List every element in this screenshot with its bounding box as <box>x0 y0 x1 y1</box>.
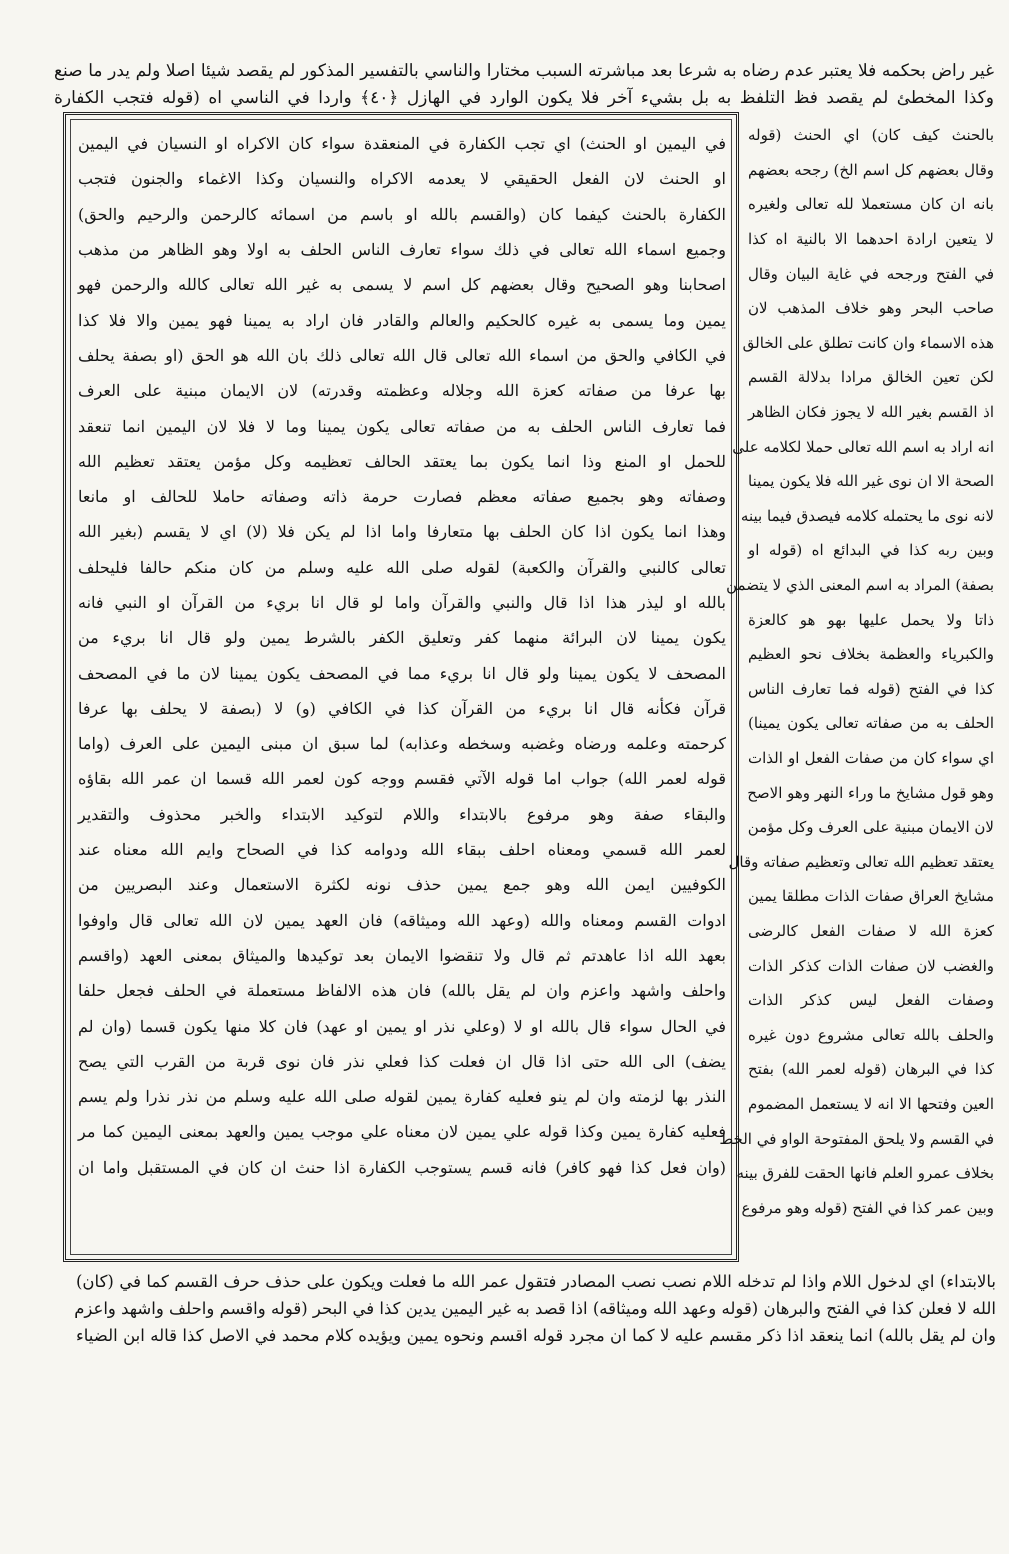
main-line: تعالى كالنبي والقرآن والكعبة) لقوله صلى الله عليه وسلم من كان منكم حالفا فليحلف <box>78 557 726 577</box>
side-line: ذاتا ولا يحمل عليها بهو هو كالعزة <box>748 610 994 629</box>
side-line: كذا في الفتح (قوله فما تعارف الناس <box>748 679 994 698</box>
side-line: لان الايمان مبنية على العرف وكل مؤمن <box>747 818 994 837</box>
main-line: في الكافي والحق من اسماء الله تعالى قال الله تعالى ذلك بان الله هو الحق (او بصفة يحلف <box>78 345 726 365</box>
side-line: الحلف به من صفاته تعالى يكون يمينا) <box>748 714 994 733</box>
side-line: والكبرياء والعظمة بخلاف نحو العظيم <box>748 645 994 664</box>
side-line: الصحة الا ان نوى غير الله فلا يكون يمينا <box>748 472 994 491</box>
main-line: بعهد الله اذا عاهدتم ثم قال ولا تنقضوا الايمان بعد توكيدها والميثاق بمعنى العهد (واقسم <box>78 945 726 965</box>
side-line: وبين ربه كذا في البدائع اه (قوله او <box>748 541 994 560</box>
main-line: قرآن فكأنه قال انا بريء من القرآن كذا في الكافي (و) لا (بصفة لا يحلف بها عرفا <box>78 698 726 718</box>
side-line: بصفة) المراد به اسم المعنى الذي لا يتضمن <box>726 576 994 595</box>
top-commentary <box>54 58 994 110</box>
side-line: في الفتح ورجحه في غاية البيان وقال <box>748 264 994 283</box>
top-line: غير راض بحكمه فلا يعتبر عدم رضاه به شرعا بعد مباشرته السبب مختارا والناسي بالتفسير المذكور لم يقصد شيئا اصلا ولم يدر ما صنع <box>54 61 994 81</box>
side-line: مشايخ العراق صفات الذات مطلقا يمين <box>748 887 994 906</box>
main-line: النذر بها لزمته وان لم ينو فعليه كفارة يمين لقوله صلى الله عليه وسلم من نذر نذرا ولم يسم <box>78 1087 726 1107</box>
main-line: فعليه كفارة يمين وكذا قوله علي يمين لان معناه علي موجب يمين والعهد بمعنى اليمين كما مر <box>78 1122 726 1142</box>
main-line: في الحال سواء قال بالله او لا (وعلي نذر او يمين او عهد) فان كلا منها يكون قسما (وان لم <box>78 1016 726 1036</box>
side-line: بخلاف عمرو العلم فانها الحقت للفرق بينه <box>736 1164 994 1183</box>
main-line: (وان فعل كذا فهو كافر) فانه قسم يستوجب الكفارة اذا حنث ان كان في المستقبل واما ان <box>78 1157 726 1177</box>
margin-commentary <box>719 118 994 1225</box>
side-line: والحلف بالله تعالى مشروع دون غيره <box>748 1025 994 1044</box>
side-line: يعتقد تعظيم الله تعالى وتعظيم صفاته وقال <box>728 852 994 871</box>
main-line: بها عرفا من صفاته كعزة الله وجلاله وعظمته وقدرته) لان الايمان مبنية على العرف <box>78 381 726 401</box>
side-line: بالحنث كيف كان) اي الحنث (قوله <box>748 126 994 145</box>
main-line: ادوات القسم ومعناه والله (وعهد الله وميثاقه) فان العهد يمين لان الله تعالى قال واوفوا <box>78 910 726 930</box>
main-line: الكوفيين ايمن الله وهو جمع يمين حذف نونه لكثرة الاستعمال وعند البصريين من <box>78 875 726 895</box>
side-line: اذ القسم بغير الله لا يجوز فكان الظاهر <box>748 403 994 422</box>
side-line: وصفات الفعل ليس كذكر الذات <box>748 991 994 1010</box>
side-line: بانه ان كان مستعملا لله تعالى ولغيره <box>748 195 994 214</box>
side-line: وهو قول مشايخ ما وراء النهر وهو الاصح <box>747 783 994 802</box>
main-line: او الحنث لان الفعل الحقيقي لا يعدمه الاكراه والنسيان وكذا الاغماء والجنون فتجب <box>78 169 726 189</box>
main-line: في اليمين او الحنث) اي تجب الكفارة في المنعقدة سواء كان الاكراه او النسيان في اليمين <box>78 134 726 154</box>
side-line: العين وفتحها الا انه لا يستعمل المضموم <box>748 1094 994 1113</box>
main-line: قوله لعمر الله) جواب اما قوله الآتي فقسم ووجه كون لعمر الله قسما ان عمر الله بقاؤه <box>78 769 726 789</box>
side-line: صاحب البحر وهو خلاف المذهب لان <box>748 299 994 318</box>
side-line: كذا في البرهان (قوله لعمر الله) بفتح <box>748 1060 994 1079</box>
main-line: واحلف واشهد واعزم وان لم يقل بالله) فان هذه الالفاظ مستعملة في الحلف فجعل حلفا <box>78 981 726 1001</box>
side-line: لكن تعين الخالق مرادا بدلالة القسم <box>748 368 994 387</box>
main-line: اصحابنا وهو الصحيح وقال بعضهم كل اسم لا يسمى به غير الله تعالى كالله والرحمن فهو <box>78 275 726 295</box>
main-line: يكون يمينا لان البرائة منهما كفر وتعليق الكفر بالشرط يمين ولو قال انا بريء من <box>78 628 726 648</box>
side-line: وقال بعضهم كل اسم الخ) رجحه بعضهم <box>748 160 994 179</box>
side-line: لانه نوى ما يحتمله كلامه فيصدق فيما بينه <box>740 506 994 525</box>
main-line: لعمر الله قسمي ومعناه احلف ببقاء الله ودوامه كذا في الصحاح وايم الله معناه عند <box>78 840 726 860</box>
side-line: وبين عمر كذا في الفتح (قوله وهو مرفوع <box>741 1198 994 1217</box>
main-line: وصفاته وهو بجميع صفاته معظم فصارت حرمة ذاته وصفاته حاملا للحالف او مانعا <box>78 487 726 507</box>
side-line: لا يتعين ارادة احدهما الا بالنية اه كذا <box>748 230 994 249</box>
side-line: في القسم ولا يلحق المفتوحة الواو في الخط <box>719 1129 994 1148</box>
main-line: كرحمته وعلمه ورضاه وغضبه وسخطه وعذابه) لما سبق ان مبنى اليمين على العرف (واما <box>78 734 727 754</box>
main-line: وجميع اسماء الله تعالى في ذلك سواء تعارف الناس الحلف به اولا وهو الظاهر من مذهب <box>78 240 726 260</box>
side-line: والغضب لان صفات الذات كذكر الذات <box>748 956 994 975</box>
side-line: كعزة الله لا صفات الفعل كالرضى <box>748 921 994 940</box>
main-line: فما تعارف الناس الحلف به من صفاته تعالى يكون يمينا وما لا فلا لان اليمين انما تنعقد <box>78 416 726 436</box>
main-text-column <box>78 126 726 1185</box>
main-line: للحمل او المنع وذا انما يكون بما يعتقد الحالف تعظيمه وكل مؤمن يعتقد تعظيم الله <box>78 451 726 471</box>
main-line: والبقاء صفة وهو مرفوع بالابتداء واللام لتوكيد الابتداء والخبر محذوف والتقدير <box>78 804 726 824</box>
main-line: وهذا انما يكون اذا كان الحلف بها متعارفا واما اذا لم يكن فلا (لا) اي لا يقسم (بغير الله <box>78 522 726 542</box>
main-line: بالله او ليذر هذا اذا قال والنبي والقرآن واما لو قال انا بريء من القرآن او النبي فانه <box>78 593 727 612</box>
main-line: الكفارة بالحنث كيفما كان (والقسم بالله او باسم من اسمائه كالرحمن والرحيم والحق) <box>78 204 726 224</box>
main-line: يمين وما يسمى به غيره كالحكيم والعالم والقادر فان اراد به يمينا فهو يمين والا فلا كذا <box>78 310 726 330</box>
main-line: المصحف لا يكون يمينا ولو قال انا بريء مما في المصحف يكون يمينا لان ما في المصحف <box>78 663 726 683</box>
side-line: اي سواء كان من صفات الفعل او الذات <box>748 748 994 767</box>
bottom-commentary <box>76 1268 996 1349</box>
side-line: هذه الاسماء وان كانت تطلق على الخالق <box>742 333 994 352</box>
top-line: وكذا المخطئ لم يقصد فظ التلفظ به بل بشيء آخر فلا يكون الوارد في الهازل ﴿٤٠﴾ واردا في الناسي اه (قوله فتجب الكفارة <box>54 87 994 108</box>
bottom-line: وان لم يقل بالله) انما ينعقد اذا ذكر مقسم عليه لا كما ان مجرد قوله اقسم ونحوه يمين ويؤيده كلام محمد في الاصل كذا قاله ابن الضياء <box>76 1326 996 1345</box>
bottom-line: بالابتداء) اي لدخول اللام واذا لم تدخله اللام نصب نصب المصادر فتقول عمر الله ما فعلت ويكون على حذف حرف القسم كما في (كان) <box>76 1272 996 1291</box>
side-line: انه اراد به اسم الله تعالى حملا لكلامه على <box>732 437 994 456</box>
main-line: يضف) الى الله حتى اذا قال ان فعلت كذا فعلي نذر فان نوى قربة من القرب التي يصح <box>78 1051 726 1071</box>
bottom-line: الله لا فعلن كذا في الفتح والبرهان (قوله وعهد الله وميثاقه) اذا قصد به غير اليمين يدين كذا في البحر (قوله واقسم واحلف واشهد واعزم <box>74 1299 996 1318</box>
